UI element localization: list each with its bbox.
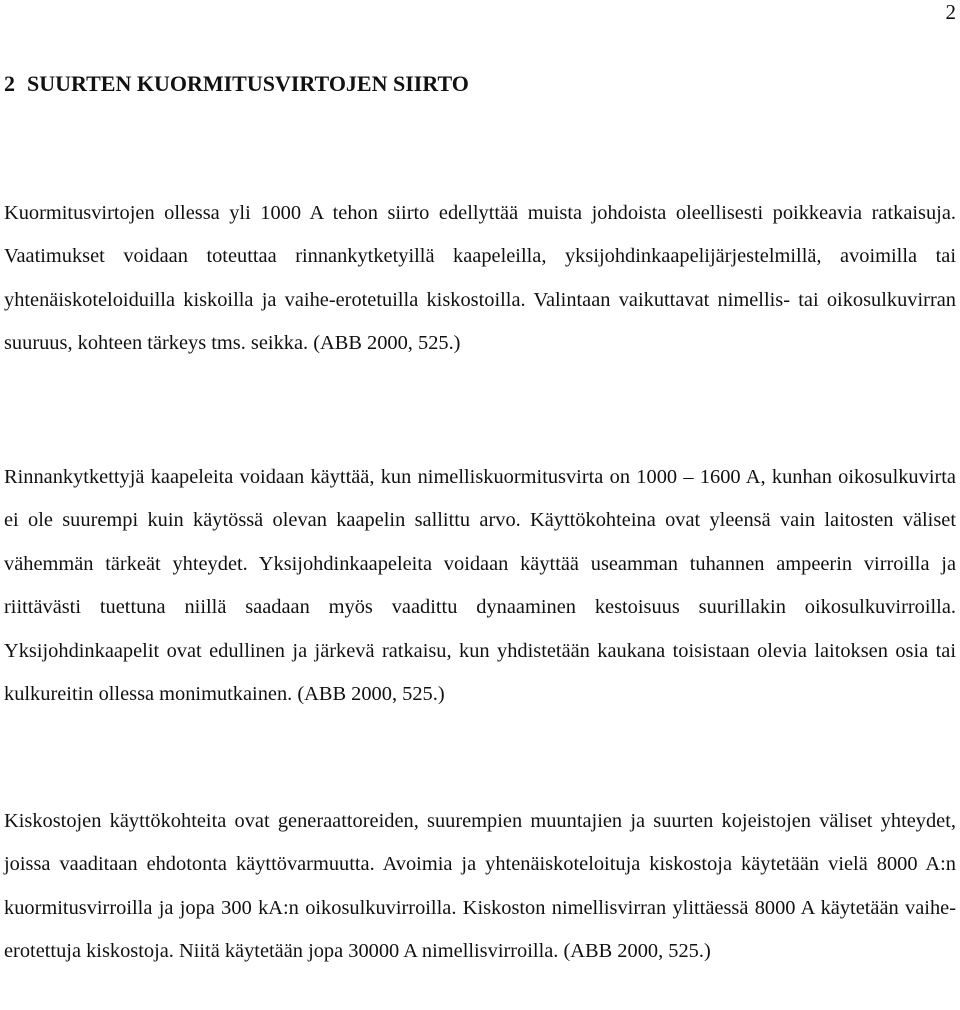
paragraph-transfer-solutions: Kuormitusvirtojen ollessa yli 1000 A tehon siirto edellyttää muista johdoista oleellisesti poikkeavia ratkaisuja. Vaatimukset voidaan toteuttaa rinnankytketyillä kaapeleilla, yksijohdinkaapelijärjestelmillä, avoimilla tai yhtenäiskoteloiduilla kiskoilla ja vaihe-erotetuilla kiskostoilla. Valintaan vaikuttavat nimellis- tai oikosulkuvirran suuruus, kohteen tärkeys tms. seikka. (ABB 2000, 525.) [4, 202, 956, 355]
page-number: 2 [945, 0, 956, 24]
section-title: SUURTEN KUORMITUSVIRTOJEN SIIRTO [27, 71, 469, 96]
paragraph-cables: Rinnankytkettyjä kaapeleita voidaan käyttää, kun nimelliskuormitusvirta on 1000 – 1600 A, kunhan oikosulkuvirta ei ole suurempi kuin käytössä olevan kaapelin sallittu arvo. Käyttökohteina ovat yleensä vain laitosten väliset vähemmän tärkeät yhteydet. Yksijohdinkaapeleita voidaan käyttää useamman tuhannen ampeerin virroilla ja riittävästi tuettuna niillä saadaan myös vaadittu dynaaminen kestoisuus suurillakin oikosulkuvirroilla. Yksijohdinkaapelit ovat edullinen ja järkevä ratkaisu, kun yhdistetään kaukana toisistaan olevia laitoksen osia tai kulkureitin ollessa monimutkainen. (ABB 2000, 525.) [4, 466, 956, 706]
section-number: 2 [4, 71, 15, 96]
section-heading [4, 70, 469, 98]
paragraph-busbars: Kiskostojen käyttökohteita ovat generaattoreiden, suurempien muuntajien ja suurten kojeistojen väliset yhteydet, joissa vaaditaan ehdotonta käyttövarmuutta. Avoimia ja yhtenäiskoteloituja kiskostoja käytetään vielä 8000 A:n kuormitusvirroilla ja jopa 300 kA:n oikosulkuvirroilla. Kiskoston nimellisvirran ylittäessä 8000 A käytetään vaihe-erotettuja kiskostoja. Niitä käytetään jopa 30000 A nimellisvirroilla. (ABB 2000, 525.) [4, 810, 956, 963]
